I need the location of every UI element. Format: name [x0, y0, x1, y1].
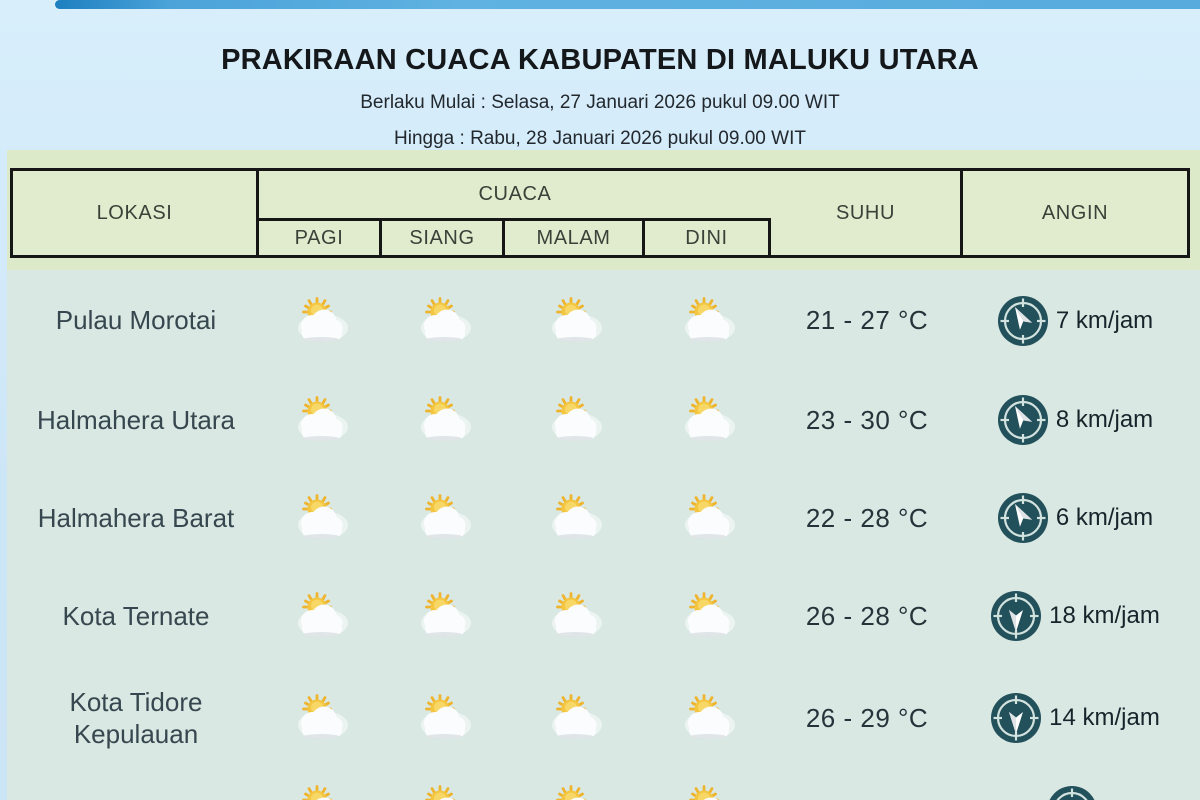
weather-cell-dini	[645, 297, 771, 345]
weather-cell-pagi	[259, 494, 382, 542]
partly-cloudy-icon	[415, 297, 473, 345]
partly-cloudy-icon	[546, 785, 604, 800]
table-body	[7, 270, 1200, 800]
partly-cloudy-icon	[546, 297, 604, 345]
location-label: Kota Ternate	[62, 600, 210, 631]
partly-cloudy-icon	[546, 396, 604, 444]
weather-cell-siang	[382, 694, 505, 742]
wind-compass-icon	[990, 692, 1042, 744]
column-header-lokasi: LOKASI	[13, 171, 259, 255]
column-header-malam: MALAM	[505, 221, 645, 255]
weather-cell-malam	[505, 785, 645, 800]
partly-cloudy-icon	[546, 494, 604, 542]
table-header	[10, 168, 1190, 258]
partly-cloudy-icon	[415, 592, 473, 640]
weather-cell-dini	[645, 494, 771, 542]
page-title: PRAKIRAAN CUACA KABUPATEN DI MALUKU UTARA	[221, 44, 979, 76]
validity-end-text: Hingga : Rabu, 28 Januari 2026 pukul 09.00 WIT	[394, 128, 806, 149]
wind-compass-icon	[997, 492, 1049, 544]
weather-cell-dini	[645, 694, 771, 742]
location-label: Halmahera Barat	[37, 502, 235, 533]
forecast-table	[7, 150, 1200, 800]
weather-cell-siang	[382, 297, 505, 345]
column-header-siang: SIANG	[382, 221, 505, 255]
temperature-range: 22 - 28 °C	[805, 502, 929, 533]
wind-speed-label: 14 km/jam	[1049, 704, 1160, 731]
wind-cell	[963, 785, 1187, 800]
location-label: Pulau Morotai	[55, 305, 217, 336]
weather-cell-malam	[505, 494, 645, 542]
weather-cell-pagi	[259, 396, 382, 444]
wind-speed-label: 8 km/jam	[1055, 406, 1154, 433]
partly-cloudy-icon	[679, 494, 737, 542]
wind-speed-label: 6 km/jam	[1055, 504, 1154, 531]
weather-cell-siang	[382, 785, 505, 800]
partly-cloudy-icon	[415, 785, 473, 800]
temperature-range: 23 - 30 °C	[805, 404, 929, 435]
partly-cloudy-icon	[415, 694, 473, 742]
table-row	[7, 371, 1200, 469]
weather-cell-dini	[645, 592, 771, 640]
partly-cloudy-icon	[292, 694, 350, 742]
wind-compass-icon	[1046, 785, 1098, 800]
partly-cloudy-icon	[292, 494, 350, 542]
weather-cell-malam	[505, 297, 645, 345]
partly-cloudy-icon	[415, 396, 473, 444]
partly-cloudy-icon	[679, 694, 737, 742]
weather-cell-malam	[505, 592, 645, 640]
weather-cell-pagi	[259, 297, 382, 345]
column-header-dini: DINI	[645, 221, 771, 255]
weather-cell-siang	[382, 494, 505, 542]
top-accent-bar	[55, 0, 1200, 9]
temperature-range: 26 - 28 °C	[805, 600, 929, 631]
partly-cloudy-icon	[546, 694, 604, 742]
weather-cell-dini	[645, 785, 771, 800]
weather-cell-pagi	[259, 785, 382, 800]
wind-speed-label: 7 km/jam	[1055, 306, 1154, 334]
weather-cell-pagi	[259, 592, 382, 640]
partly-cloudy-icon	[679, 297, 737, 345]
temperature-range: 26 - 29 °C	[805, 702, 929, 733]
partly-cloudy-icon	[679, 785, 737, 800]
wind-cell	[963, 295, 1187, 347]
weather-cell-malam	[505, 396, 645, 444]
table-row	[7, 469, 1200, 567]
table-row	[7, 771, 1200, 800]
temperature-range: 21 - 27 °C	[805, 305, 929, 335]
weather-cell-siang	[382, 396, 505, 444]
table-row	[7, 270, 1200, 371]
partly-cloudy-icon	[679, 396, 737, 444]
wind-cell	[963, 394, 1187, 446]
partly-cloudy-icon	[415, 494, 473, 542]
wind-compass-icon	[990, 590, 1042, 642]
table-header-band	[7, 150, 1200, 270]
column-header-pagi: PAGI	[259, 221, 382, 255]
partly-cloudy-icon	[292, 297, 350, 345]
table-row	[7, 665, 1200, 771]
location-label: Halmahera Utara	[37, 404, 235, 435]
partly-cloudy-icon	[546, 592, 604, 640]
weather-cell-malam	[505, 694, 645, 742]
column-header-cuaca: CUACA	[259, 171, 771, 221]
wind-cell	[963, 492, 1187, 544]
page-header	[0, 44, 1200, 164]
wind-compass-icon	[997, 295, 1049, 347]
location-label: Kota Tidore Kepulauan	[69, 686, 203, 749]
weather-cell-siang	[382, 592, 505, 640]
partly-cloudy-icon	[292, 592, 350, 640]
weather-cell-pagi	[259, 694, 382, 742]
wind-cell	[963, 590, 1187, 642]
wind-speed-label: 18 km/jam	[1049, 602, 1160, 629]
partly-cloudy-icon	[679, 592, 737, 640]
wind-cell	[963, 692, 1187, 744]
weather-cell-dini	[645, 396, 771, 444]
partly-cloudy-icon	[292, 396, 350, 444]
column-header-angin: ANGIN	[1041, 201, 1109, 224]
validity-start-text: Berlaku Mulai : Selasa, 27 Januari 2026 pukul 09.00 WIT	[360, 92, 840, 113]
partly-cloudy-icon	[292, 785, 350, 800]
column-header-suhu: SUHU	[771, 171, 963, 255]
wind-compass-icon	[997, 394, 1049, 446]
table-row	[7, 567, 1200, 665]
